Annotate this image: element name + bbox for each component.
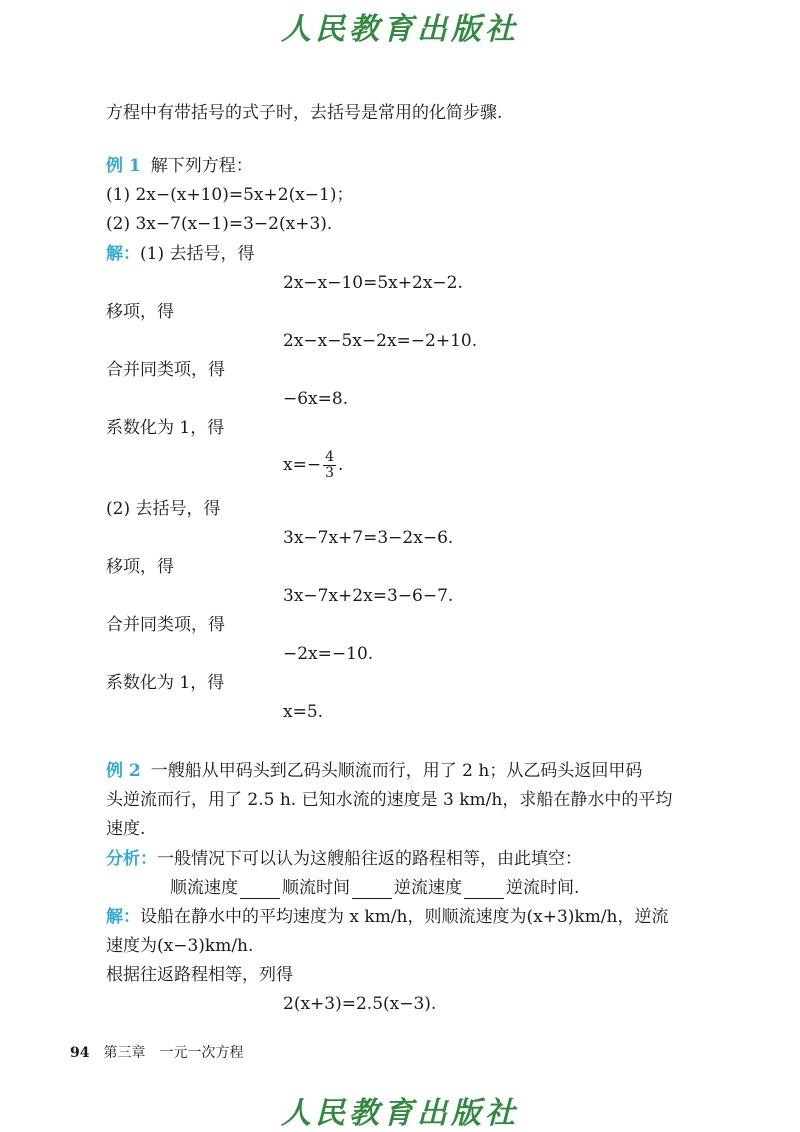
fill-term: 顺流速度 xyxy=(170,878,238,898)
equation: 3x−7x+2x=3−6−7. xyxy=(283,586,454,606)
example1-heading xyxy=(106,155,253,177)
step-text: 移项，得 xyxy=(106,302,174,322)
step-text: 系数化为 1，得 xyxy=(106,418,225,438)
analysis-text: 一般情况下可以认为这艘船往返的路程相等，由此填空： xyxy=(157,849,582,869)
fraction xyxy=(323,450,336,481)
example2-solution-line-1 xyxy=(106,906,669,928)
step-text: 系数化为 1，得 xyxy=(106,673,225,693)
example2-solution-line-2: 速度为(x−3)km/h. xyxy=(106,936,254,956)
blank-operator[interactable] xyxy=(352,882,392,899)
example2-solution-label: 解： xyxy=(106,907,140,927)
example1-problem-1: (1) 2x−(x+10)=5x+2(x−1)； xyxy=(106,185,354,205)
example2-equation: 2(x+3)=2.5(x−3). xyxy=(283,994,437,1014)
example1-title: 解下列方程： xyxy=(150,156,253,176)
example2-solution-line-3: 根据往返路程相等，列得 xyxy=(106,965,293,985)
fill-term: 顺流时间 xyxy=(282,878,350,898)
analysis-label: 分析： xyxy=(106,849,157,869)
example1-solution-step-1 xyxy=(106,243,254,265)
fill-term: 逆流时间. xyxy=(506,878,580,898)
example1-label: 例 1 xyxy=(106,156,141,176)
example2-line-2: 头逆流而行，用了 2.5 h. 已知水流的速度是 3 km/h，求船在静水中的平均 xyxy=(106,790,673,810)
blank-operator[interactable] xyxy=(464,882,504,899)
fill-in-blank-line xyxy=(170,877,579,899)
equation: −2x=−10. xyxy=(283,644,374,664)
step-text: (2) 去括号，得 xyxy=(106,499,221,519)
page-number: 94 xyxy=(70,1045,90,1061)
equation: 3x−7x+7=3−2x−6. xyxy=(283,528,454,548)
blank-operator[interactable] xyxy=(240,882,280,899)
example2-line-3: 速度. xyxy=(106,819,146,839)
step-text: (1) 去括号，得 xyxy=(140,244,255,264)
fraction-denominator: 3 xyxy=(325,465,334,481)
step-text: 合并同类项，得 xyxy=(106,360,225,380)
fill-term: 逆流速度 xyxy=(394,878,462,898)
example2-text: 一艘船从甲码头到乙码头顺流而行，用了 2 h；从乙码头返回甲码 xyxy=(150,761,643,781)
publisher-logo-top: 人民教育出版社 xyxy=(281,12,519,47)
step-text: 合并同类项，得 xyxy=(106,615,225,635)
example1-solution-label: 解： xyxy=(106,244,140,264)
fraction-numerator: 4 xyxy=(325,449,334,465)
intro-text: 方程中有带括号的式子时，去括号是常用的化简步骤. xyxy=(106,103,503,123)
example2-line-1 xyxy=(106,760,642,782)
equation: −6x=8. xyxy=(283,389,349,409)
equation-prefix: x=− xyxy=(283,455,322,475)
equation: 2x−x−5x−2x=−2+10. xyxy=(283,331,478,351)
solution-text: 设船在静水中的平均速度为 x km/h，则顺流速度为(x+3)km/h，逆流 xyxy=(140,907,669,927)
equation: x=5. xyxy=(283,702,324,722)
fraction-equation xyxy=(283,450,343,481)
analysis-line xyxy=(106,848,582,870)
example1-problem-2: (2) 3x−7(x−1)=3−2(x+3). xyxy=(106,214,333,234)
publisher-logo-bottom: 人民教育出版社 xyxy=(281,1096,519,1131)
equation-suffix: . xyxy=(338,455,344,475)
page-footer xyxy=(70,1042,243,1062)
chapter-title: 第三章 一元一次方程 xyxy=(103,1045,244,1061)
equation: 2x−x−10=5x+2x−2. xyxy=(283,273,463,293)
example2-label: 例 2 xyxy=(106,761,141,781)
step-text: 移项，得 xyxy=(106,557,174,577)
